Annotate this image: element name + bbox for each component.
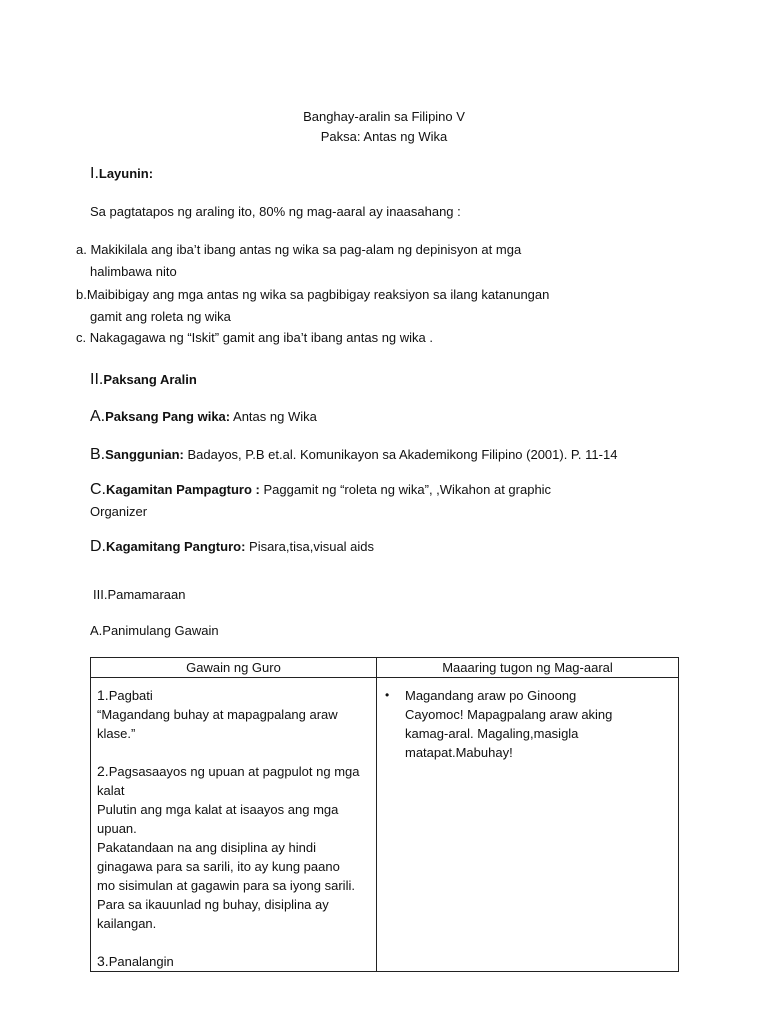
objective-marker: b. bbox=[76, 287, 87, 302]
cell-line: Cayomoc! Mapagpalang araw aking bbox=[405, 707, 613, 722]
section-numeral: I. bbox=[90, 165, 99, 182]
cell-line: Magandang araw po Ginoong bbox=[405, 688, 577, 703]
paksa-item-d bbox=[90, 539, 374, 555]
objective-a bbox=[76, 242, 521, 258]
section-heading: Paksang Aralin bbox=[103, 372, 197, 387]
cell-line: kailangan. bbox=[97, 916, 157, 931]
cell-line: mo sisimulan at gagawin para sa iyong sarili. bbox=[97, 878, 355, 893]
objectives-intro: Sa pagtatapos ng araling ito, 80% ng mag-aaral ay inaasahang : bbox=[90, 204, 461, 219]
item-label: Sanggunian: bbox=[105, 447, 184, 462]
cell-line: kamag-aral. Magaling,masigla bbox=[405, 726, 579, 741]
objective-c bbox=[76, 330, 433, 346]
objective-marker: a. bbox=[76, 242, 87, 257]
table-row bbox=[91, 678, 679, 972]
item-marker: D. bbox=[90, 538, 106, 555]
objective-marker: c. bbox=[76, 330, 87, 345]
cell-line: klase.” bbox=[97, 726, 136, 741]
cell-line: matapat.Mabuhay! bbox=[405, 745, 513, 760]
bullet-icon: • bbox=[385, 688, 390, 702]
cell-line: Pakatandaan na ang disiplina ay hindi bbox=[97, 840, 317, 855]
table-header-student: Maaaring tugon ng Mag-aaral bbox=[377, 658, 679, 678]
objective-text: Makikilala ang iba’t ibang antas ng wika sa pag-alam ng depinisyon at mga bbox=[90, 242, 522, 257]
teacher-activity-cell bbox=[91, 678, 377, 972]
item-label: Kagamitang Pangturo: bbox=[106, 539, 246, 554]
item-value: Pisara,tisa,visual aids bbox=[245, 539, 375, 554]
paksa-item-b bbox=[90, 447, 617, 463]
item-marker: B. bbox=[90, 446, 106, 463]
cell-line: “Magandang buhay at mapagpalang araw bbox=[97, 707, 338, 722]
cell-line: upuan. bbox=[97, 821, 137, 836]
section-heading: Layunin: bbox=[98, 166, 154, 181]
paksa-item-a bbox=[90, 409, 317, 425]
table-header-row bbox=[91, 658, 679, 678]
student-response-cell bbox=[377, 678, 679, 972]
step-pagsasaayos: 2.Pagsasaayos ng upuan at pagpulot ng mga bbox=[97, 763, 360, 779]
step-panalangin: 3.Panalangin bbox=[97, 953, 174, 969]
paksa-item-c bbox=[90, 482, 551, 498]
item-value: Badayos, P.B et.al. Komunikayon sa Akademikong Filipino (2001). P. 11-14 bbox=[183, 447, 618, 462]
cell-line: Pulutin ang mga kalat at isaayos ang mga bbox=[97, 802, 339, 817]
document-title: Banghay-aralin sa Filipino V bbox=[303, 109, 465, 124]
item-label: Paksang Pang wika: bbox=[105, 409, 231, 424]
objective-text: Maibibigay ang mga antas ng wika sa pagbibigay reaksiyon sa ilang katanungan bbox=[86, 287, 550, 302]
table-header-teacher: Gawain ng Guro bbox=[91, 658, 377, 678]
item-value: Antas ng Wika bbox=[230, 409, 317, 424]
objective-text: Nakagagawa ng “Iskit” gamit ang iba’t ibang antas ng wika . bbox=[89, 330, 433, 345]
objective-b bbox=[76, 287, 549, 303]
cell-line: ginagawa para sa sarili, ito ay kung paano bbox=[97, 859, 340, 874]
cell-line: kalat bbox=[97, 783, 125, 798]
item-marker: C. bbox=[90, 481, 106, 498]
paksa-item-c-continued: Organizer bbox=[90, 504, 148, 519]
objective-b-continued: gamit ang roleta ng wika bbox=[90, 309, 231, 324]
section-paksang-aralin-heading bbox=[90, 372, 197, 388]
item-label: Kagamitan Pampagturo : bbox=[106, 482, 260, 497]
document-subject: Paksa: Antas ng Wika bbox=[320, 129, 448, 144]
activity-table bbox=[90, 657, 679, 972]
panimulang-gawain-heading: A.Panimulang Gawain bbox=[90, 623, 219, 638]
section-numeral: II. bbox=[90, 371, 104, 388]
item-marker: A. bbox=[90, 408, 106, 425]
cell-line: Para sa ikauunlad ng buhay, disiplina ay bbox=[97, 897, 329, 912]
step-pagbati: 1.Pagbati bbox=[97, 687, 153, 703]
section-pamamaraan-heading: III.Pamamaraan bbox=[93, 587, 186, 602]
section-layunin-heading bbox=[90, 166, 153, 182]
objective-a-continued: halimbawa nito bbox=[90, 264, 177, 279]
item-value: Paggamit ng “roleta ng wika”, ,Wikahon at graphic bbox=[259, 482, 552, 497]
